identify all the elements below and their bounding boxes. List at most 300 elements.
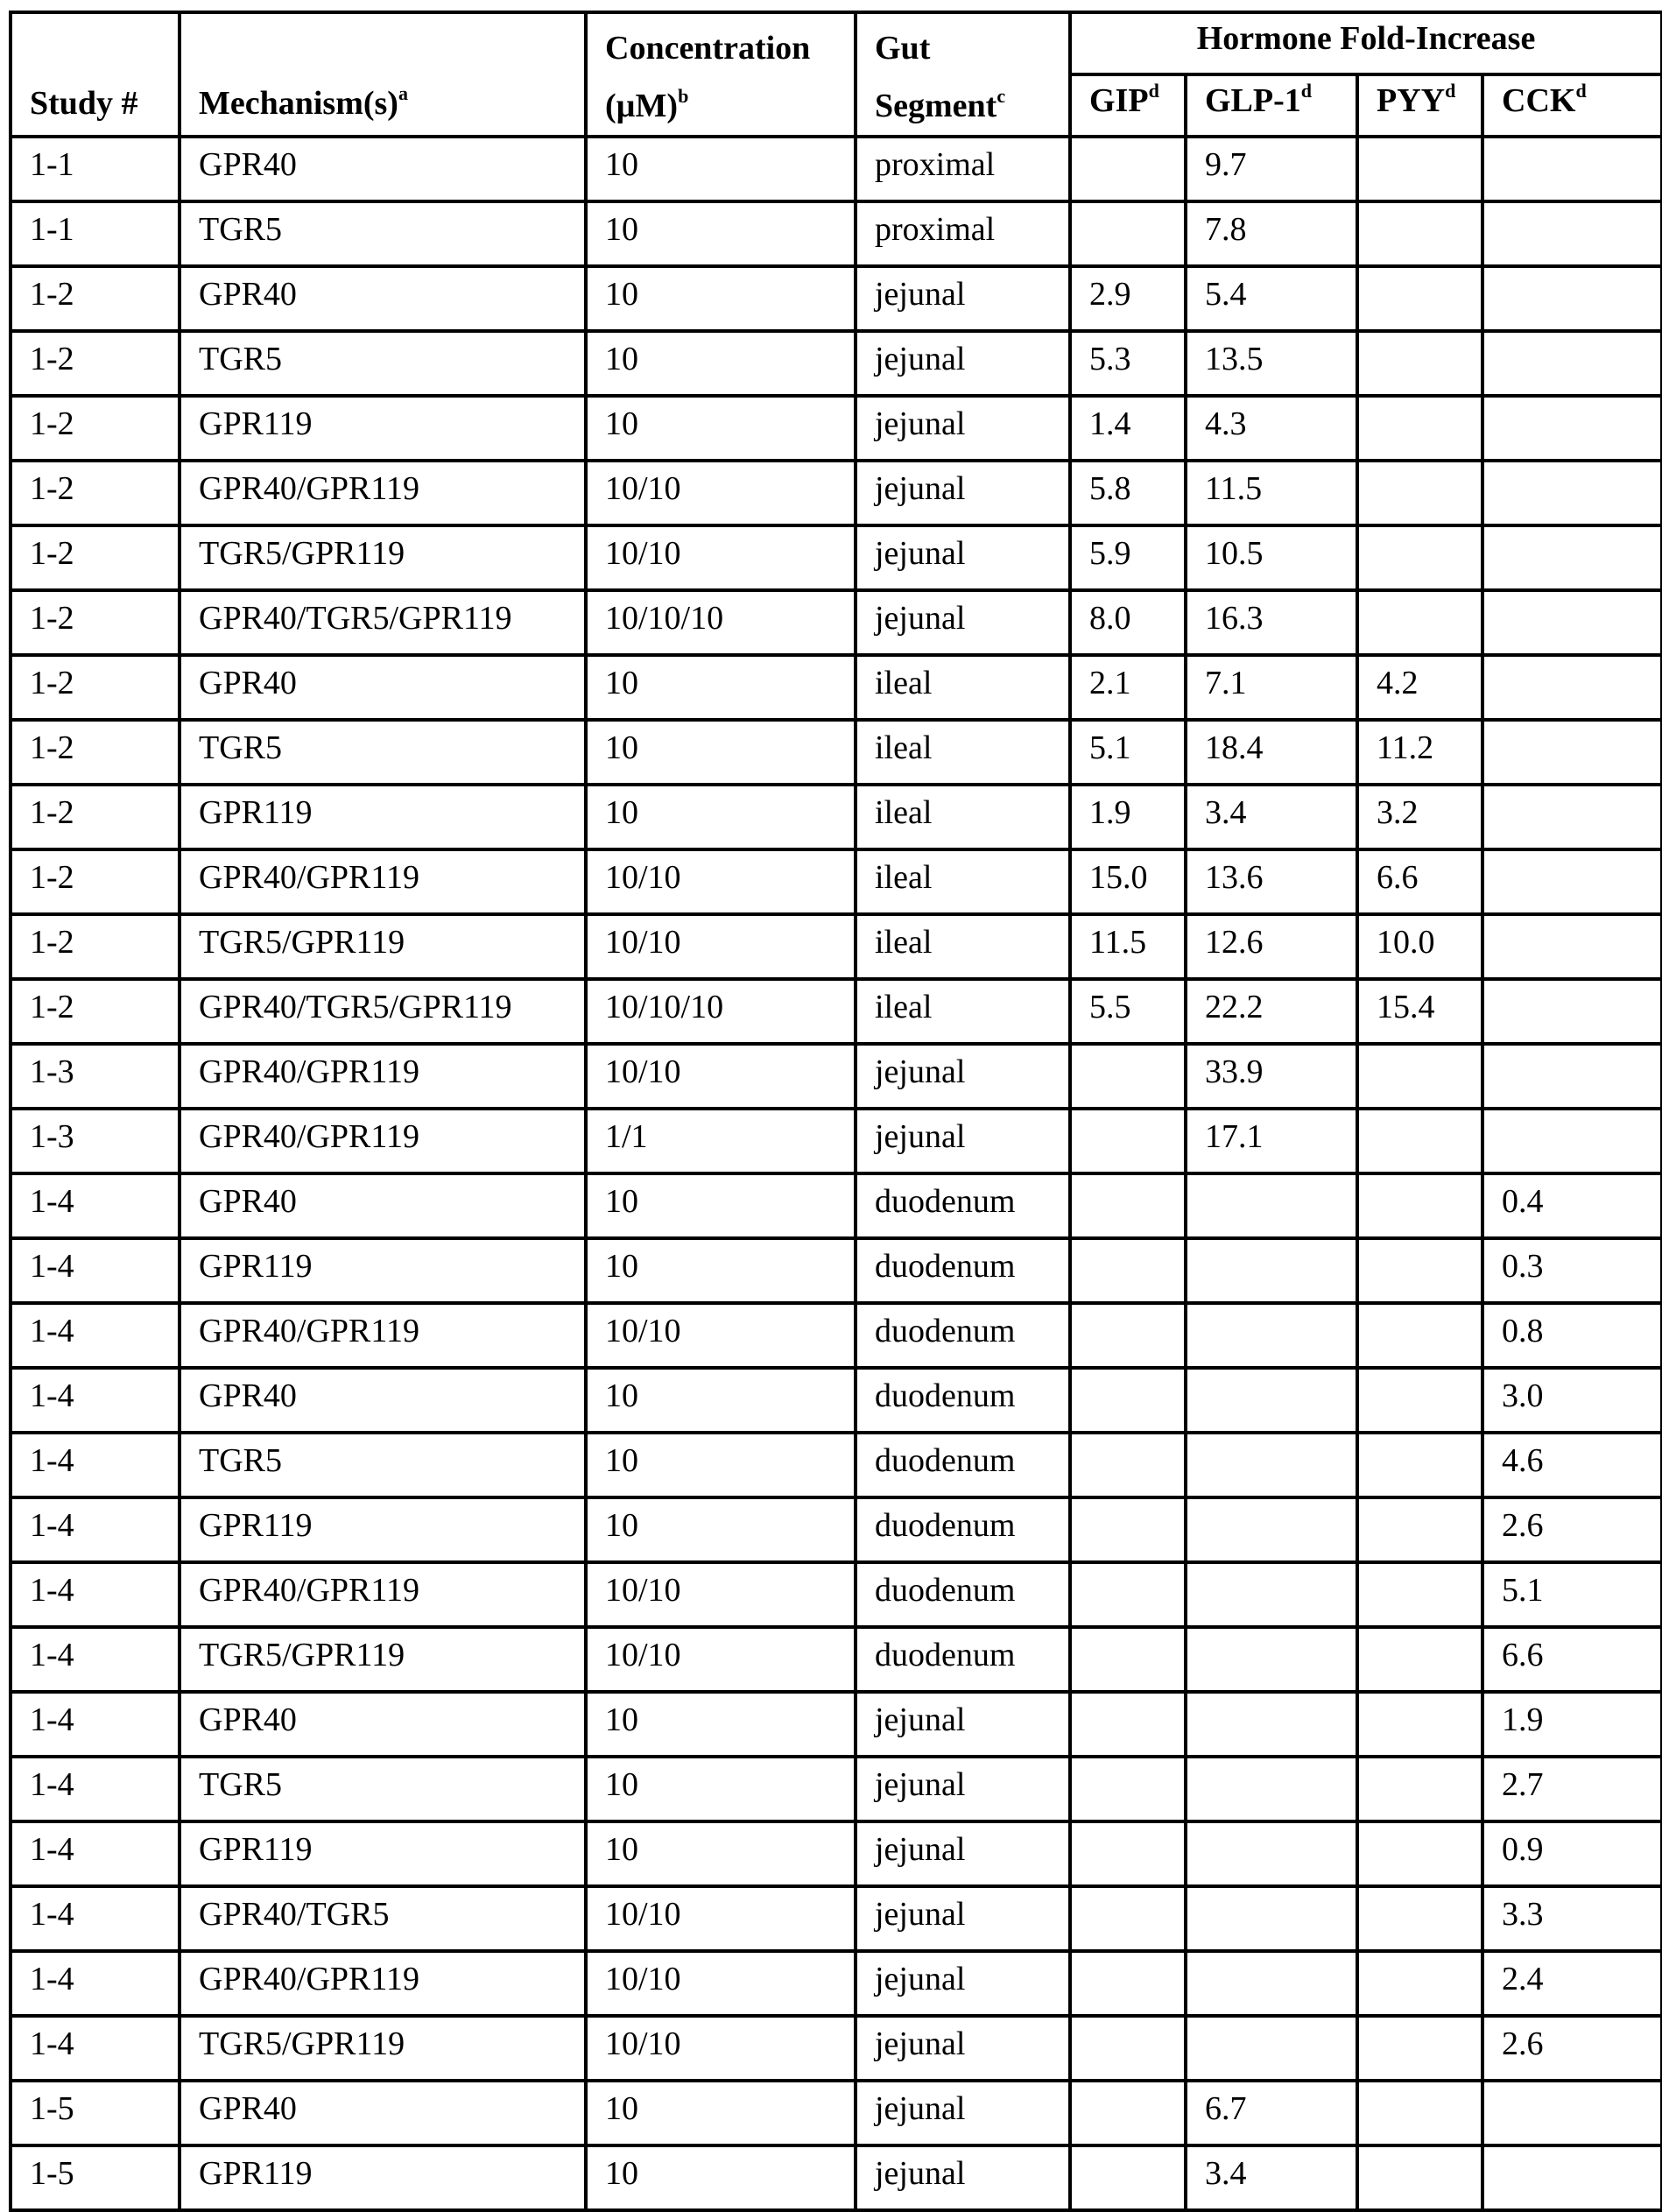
- cell-glp1: [1186, 1692, 1357, 1757]
- cell-mechanism: GPR40: [180, 137, 586, 201]
- table-row: [11, 590, 1662, 655]
- cell-gip: [1070, 1433, 1186, 1497]
- cell-gut-segment: jejunal: [856, 461, 1070, 525]
- cell-study: 1-2: [11, 849, 180, 914]
- cell-study: 1-2: [11, 785, 180, 849]
- cell-pyy: [1357, 461, 1482, 525]
- cell-concentration: 10: [586, 266, 856, 331]
- header-gip: GIP$^d$: [1070, 74, 1186, 137]
- cell-pyy: 11.2: [1357, 720, 1482, 785]
- cell-concentration: 10: [586, 720, 856, 785]
- cell-cck: [1482, 525, 1662, 590]
- cell-concentration: 10/10: [586, 914, 856, 979]
- cell-study: 1-2: [11, 720, 180, 785]
- cell-study: 1-2: [11, 396, 180, 461]
- cell-mechanism: GPR40/GPR119: [180, 461, 586, 525]
- header-mechanism: $Mechanism(s)^a$: [180, 12, 586, 137]
- cell-gut-segment: duodenum: [856, 1238, 1070, 1303]
- cell-mechanism: TGR5: [180, 331, 586, 396]
- cell-glp1: 13.6: [1186, 849, 1357, 914]
- cell-study: 1-2: [11, 461, 180, 525]
- table-row: [11, 1433, 1662, 1497]
- cell-mechanism: TGR5: [180, 201, 586, 266]
- cell-glp1: 10.5: [1186, 525, 1357, 590]
- cell-glp1: [1186, 1951, 1357, 2016]
- cell-gut-segment: duodenum: [856, 1497, 1070, 1562]
- cell-pyy: [1357, 2016, 1482, 2081]
- header-glp1: GLP-1$^d$: [1186, 74, 1357, 137]
- table-row: [11, 266, 1662, 331]
- table-row: [11, 1562, 1662, 1627]
- cell-gut-segment: ileal: [856, 849, 1070, 914]
- cell-study: 1-3: [11, 1109, 180, 1173]
- cell-gip: 2.9: [1070, 266, 1186, 331]
- cell-pyy: [1357, 1627, 1482, 1692]
- cell-gip: 11.5: [1070, 914, 1186, 979]
- cell-mechanism: GPR40/GPR119: [180, 1109, 586, 1173]
- cell-mechanism: GPR40/GPR119: [180, 1562, 586, 1627]
- cell-concentration: 10: [586, 1173, 856, 1238]
- cell-gip: [1070, 2145, 1186, 2210]
- cell-gip: [1070, 1886, 1186, 1951]
- cell-gut-segment: jejunal: [856, 1886, 1070, 1951]
- cell-mechanism: GPR40/GPR119: [180, 1303, 586, 1368]
- cell-gip: 5.3: [1070, 331, 1186, 396]
- cell-concentration: 10/10/10: [586, 979, 856, 1044]
- cell-mechanism: GPR40: [180, 1368, 586, 1433]
- cell-mechanism: TGR5/GPR119: [180, 525, 586, 590]
- table-row: [11, 785, 1662, 849]
- header-cck: CCK$^d$: [1482, 74, 1662, 137]
- cell-gip: [1070, 1562, 1186, 1627]
- cell-mechanism: GPR40: [180, 1692, 586, 1757]
- footnote-marker: d: [1148, 80, 1159, 102]
- cell-cck: [1482, 331, 1662, 396]
- cell-mechanism: TGR5/GPR119: [180, 914, 586, 979]
- table-row: [11, 1821, 1662, 1886]
- table-row: [11, 1109, 1662, 1173]
- cell-concentration: 10/10: [586, 461, 856, 525]
- cell-gut-segment: jejunal: [856, 590, 1070, 655]
- cell-cck: [1482, 979, 1662, 1044]
- cell-concentration: 10: [586, 1821, 856, 1886]
- cell-pyy: 4.2: [1357, 655, 1482, 720]
- cell-gut-segment: proximal: [856, 137, 1070, 201]
- cell-pyy: [1357, 1433, 1482, 1497]
- cell-gip: [1070, 137, 1186, 201]
- cell-mechanism: GPR40/TGR5/GPR119: [180, 590, 586, 655]
- cell-gut-segment: jejunal: [856, 1951, 1070, 2016]
- header-study: Study #: [11, 12, 180, 137]
- cell-pyy: 10.0: [1357, 914, 1482, 979]
- cell-gip: [1070, 1692, 1186, 1757]
- cell-concentration: 10/10: [586, 849, 856, 914]
- cell-gut-segment: proximal: [856, 201, 1070, 266]
- cell-gut-segment: duodenum: [856, 1562, 1070, 1627]
- cell-mechanism: TGR5/GPR119: [180, 2016, 586, 2081]
- footnote-marker: c: [996, 85, 1006, 108]
- cell-study: 1-5: [11, 2145, 180, 2210]
- cell-gut-segment: ileal: [856, 720, 1070, 785]
- cell-study: 1-1: [11, 201, 180, 266]
- cell-gut-segment: ileal: [856, 914, 1070, 979]
- table-row: [11, 1044, 1662, 1109]
- cell-mechanism: GPR40/TGR5/GPR119: [180, 979, 586, 1044]
- cell-concentration: 10: [586, 1497, 856, 1562]
- cell-study: 1-4: [11, 1757, 180, 1821]
- cell-glp1: [1186, 1562, 1357, 1627]
- cell-mechanism: GPR119: [180, 1821, 586, 1886]
- cell-mechanism: GPR119: [180, 1238, 586, 1303]
- cell-gip: 2.1: [1070, 655, 1186, 720]
- cell-glp1: [1186, 1238, 1357, 1303]
- cell-cck: 2.6: [1482, 2016, 1662, 2081]
- footnote-marker: a: [398, 82, 408, 105]
- cell-study: 1-2: [11, 655, 180, 720]
- cell-concentration: 10: [586, 1757, 856, 1821]
- cell-concentration: 10: [586, 2145, 856, 2210]
- cell-cck: [1482, 461, 1662, 525]
- cell-study: 1-3: [11, 1044, 180, 1109]
- cell-pyy: [1357, 137, 1482, 201]
- table-header: [11, 12, 1662, 137]
- cell-gut-segment: jejunal: [856, 2016, 1070, 2081]
- cell-study: 1-4: [11, 1951, 180, 2016]
- cell-pyy: [1357, 1109, 1482, 1173]
- cell-concentration: 10: [586, 1433, 856, 1497]
- cell-gip: [1070, 201, 1186, 266]
- table-row: [11, 1238, 1662, 1303]
- footnote-marker: d: [1300, 80, 1313, 102]
- cell-gut-segment: jejunal: [856, 2081, 1070, 2145]
- table-row: [11, 1951, 1662, 2016]
- cell-concentration: 10: [586, 1368, 856, 1433]
- table-row: [11, 1692, 1662, 1757]
- cell-pyy: [1357, 331, 1482, 396]
- cell-study: 1-2: [11, 914, 180, 979]
- table-row: [11, 461, 1662, 525]
- cell-gip: 1.4: [1070, 396, 1186, 461]
- cell-study: 1-4: [11, 1433, 180, 1497]
- cell-concentration: 10: [586, 331, 856, 396]
- cell-gut-segment: jejunal: [856, 1044, 1070, 1109]
- table-body: [11, 137, 1662, 2210]
- cell-pyy: [1357, 1692, 1482, 1757]
- table-row: [11, 914, 1662, 979]
- cell-mechanism: TGR5/GPR119: [180, 1627, 586, 1692]
- cell-pyy: 15.4: [1357, 979, 1482, 1044]
- cell-study: 1-4: [11, 1692, 180, 1757]
- cell-pyy: [1357, 590, 1482, 655]
- cell-mechanism: GPR40/GPR119: [180, 849, 586, 914]
- table-row: [11, 849, 1662, 914]
- table-row: [11, 1497, 1662, 1562]
- table-row: [11, 331, 1662, 396]
- cell-study: 1-4: [11, 1821, 180, 1886]
- cell-pyy: [1357, 2081, 1482, 2145]
- cell-cck: [1482, 655, 1662, 720]
- cell-gut-segment: jejunal: [856, 525, 1070, 590]
- cell-glp1: 6.7: [1186, 2081, 1357, 2145]
- table-row: [11, 2081, 1662, 2145]
- table-row: [11, 525, 1662, 590]
- cell-glp1: 7.8: [1186, 201, 1357, 266]
- cell-glp1: 12.6: [1186, 914, 1357, 979]
- header-concentration: Concentration $(\mu M)^b$: [586, 12, 856, 137]
- cell-gut-segment: duodenum: [856, 1173, 1070, 1238]
- cell-cck: [1482, 720, 1662, 785]
- cell-study: 1-4: [11, 2016, 180, 2081]
- table-row: [11, 655, 1662, 720]
- cell-study: 1-4: [11, 1238, 180, 1303]
- cell-gip: 5.8: [1070, 461, 1186, 525]
- cell-study: 1-4: [11, 1173, 180, 1238]
- cell-glp1: [1186, 1757, 1357, 1821]
- cell-study: 1-4: [11, 1497, 180, 1562]
- table-row: [11, 979, 1662, 1044]
- cell-concentration: 10/10/10: [586, 590, 856, 655]
- table-row: [11, 2145, 1662, 2210]
- cell-pyy: 3.2: [1357, 785, 1482, 849]
- cell-glp1: [1186, 1886, 1357, 1951]
- cell-cck: [1482, 2081, 1662, 2145]
- cell-cck: 3.3: [1482, 1886, 1662, 1951]
- cell-study: 1-5: [11, 2081, 180, 2145]
- cell-concentration: 10/10: [586, 1303, 856, 1368]
- cell-mechanism: GPR119: [180, 396, 586, 461]
- header-pyy: PYY$^d$: [1357, 74, 1482, 137]
- cell-cck: 0.3: [1482, 1238, 1662, 1303]
- cell-gut-segment: jejunal: [856, 331, 1070, 396]
- cell-glp1: 18.4: [1186, 720, 1357, 785]
- cell-pyy: [1357, 1303, 1482, 1368]
- cell-gip: [1070, 1497, 1186, 1562]
- cell-glp1: 3.4: [1186, 785, 1357, 849]
- cell-pyy: [1357, 1368, 1482, 1433]
- cell-gut-segment: duodenum: [856, 1303, 1070, 1368]
- cell-cck: [1482, 266, 1662, 331]
- cell-gip: 5.1: [1070, 720, 1186, 785]
- cell-gip: 1.9: [1070, 785, 1186, 849]
- cell-gut-segment: jejunal: [856, 2145, 1070, 2210]
- cell-cck: 2.4: [1482, 1951, 1662, 2016]
- cell-cck: [1482, 914, 1662, 979]
- cell-pyy: [1357, 525, 1482, 590]
- cell-gut-segment: ileal: [856, 785, 1070, 849]
- cell-gip: [1070, 1238, 1186, 1303]
- cell-mechanism: GPR40: [180, 1173, 586, 1238]
- cell-cck: [1482, 849, 1662, 914]
- hormone-fold-increase-table: [9, 11, 1662, 2212]
- cell-concentration: 10: [586, 1692, 856, 1757]
- cell-mechanism: GPR119: [180, 2145, 586, 2210]
- cell-concentration: 10/10: [586, 525, 856, 590]
- cell-glp1: 5.4: [1186, 266, 1357, 331]
- cell-pyy: [1357, 1238, 1482, 1303]
- cell-glp1: 22.2: [1186, 979, 1357, 1044]
- cell-gip: [1070, 2081, 1186, 2145]
- cell-cck: 3.0: [1482, 1368, 1662, 1433]
- cell-cck: 0.8: [1482, 1303, 1662, 1368]
- table-row: [11, 1886, 1662, 1951]
- cell-gut-segment: jejunal: [856, 1692, 1070, 1757]
- cell-concentration: 10/10: [586, 2016, 856, 2081]
- cell-mechanism: GPR40/GPR119: [180, 1951, 586, 2016]
- cell-pyy: [1357, 1757, 1482, 1821]
- cell-cck: 2.6: [1482, 1497, 1662, 1562]
- cell-gip: [1070, 1757, 1186, 1821]
- cell-cck: [1482, 201, 1662, 266]
- cell-cck: 0.4: [1482, 1173, 1662, 1238]
- cell-pyy: [1357, 396, 1482, 461]
- footnote-marker: d: [1575, 80, 1587, 102]
- cell-glp1: 17.1: [1186, 1109, 1357, 1173]
- cell-mechanism: TGR5: [180, 1757, 586, 1821]
- cell-mechanism: GPR119: [180, 1497, 586, 1562]
- footnote-marker: b: [678, 85, 689, 108]
- cell-gut-segment: ileal: [856, 655, 1070, 720]
- cell-gip: [1070, 1368, 1186, 1433]
- cell-gip: 5.9: [1070, 525, 1186, 590]
- cell-mechanism: TGR5: [180, 720, 586, 785]
- cell-pyy: [1357, 1173, 1482, 1238]
- table-row: [11, 137, 1662, 201]
- cell-glp1: 7.1: [1186, 655, 1357, 720]
- cell-mechanism: GPR40: [180, 2081, 586, 2145]
- cell-concentration: 10/10: [586, 1627, 856, 1692]
- cell-glp1: [1186, 2016, 1357, 2081]
- cell-mechanism: GPR119: [180, 785, 586, 849]
- cell-concentration: 10: [586, 655, 856, 720]
- cell-mechanism: GPR40/GPR119: [180, 1044, 586, 1109]
- cell-cck: [1482, 785, 1662, 849]
- cell-gip: [1070, 1951, 1186, 2016]
- cell-gut-segment: duodenum: [856, 1433, 1070, 1497]
- cell-concentration: 10/10: [586, 1562, 856, 1627]
- footnote-marker: d: [1445, 80, 1456, 102]
- table-row: [11, 201, 1662, 266]
- cell-cck: [1482, 2145, 1662, 2210]
- cell-cck: [1482, 137, 1662, 201]
- cell-gip: 5.5: [1070, 979, 1186, 1044]
- table-row: [11, 1303, 1662, 1368]
- cell-gip: [1070, 1044, 1186, 1109]
- cell-gip: [1070, 1303, 1186, 1368]
- cell-glp1: 33.9: [1186, 1044, 1357, 1109]
- cell-pyy: [1357, 1562, 1482, 1627]
- cell-study: 1-2: [11, 525, 180, 590]
- table-row: [11, 1757, 1662, 1821]
- cell-mechanism: GPR40: [180, 266, 586, 331]
- cell-concentration: 10: [586, 201, 856, 266]
- cell-cck: 4.6: [1482, 1433, 1662, 1497]
- cell-concentration: 10: [586, 1238, 856, 1303]
- cell-cck: 1.9: [1482, 1692, 1662, 1757]
- cell-glp1: [1186, 1433, 1357, 1497]
- cell-pyy: 6.6: [1357, 849, 1482, 914]
- header-hormone-group: Hormone Fold-Increase: [1070, 12, 1662, 74]
- cell-gut-segment: jejunal: [856, 1757, 1070, 1821]
- table-row: [11, 1627, 1662, 1692]
- table-row: [11, 1173, 1662, 1238]
- cell-gut-segment: jejunal: [856, 1821, 1070, 1886]
- cell-pyy: [1357, 201, 1482, 266]
- cell-cck: [1482, 590, 1662, 655]
- cell-glp1: 9.7: [1186, 137, 1357, 201]
- cell-study: 1-4: [11, 1886, 180, 1951]
- cell-glp1: [1186, 1497, 1357, 1562]
- cell-concentration: 10: [586, 137, 856, 201]
- cell-gut-segment: jejunal: [856, 266, 1070, 331]
- cell-concentration: 10: [586, 785, 856, 849]
- table-row: [11, 1368, 1662, 1433]
- cell-cck: [1482, 396, 1662, 461]
- cell-study: 1-2: [11, 331, 180, 396]
- cell-pyy: [1357, 1497, 1482, 1562]
- cell-pyy: [1357, 1886, 1482, 1951]
- cell-pyy: [1357, 1821, 1482, 1886]
- cell-study: 1-4: [11, 1627, 180, 1692]
- cell-cck: 5.1: [1482, 1562, 1662, 1627]
- cell-glp1: 13.5: [1186, 331, 1357, 396]
- cell-gip: [1070, 1627, 1186, 1692]
- cell-cck: [1482, 1109, 1662, 1173]
- cell-study: 1-2: [11, 979, 180, 1044]
- cell-gut-segment: duodenum: [856, 1368, 1070, 1433]
- cell-gip: [1070, 1109, 1186, 1173]
- cell-gut-segment: duodenum: [856, 1627, 1070, 1692]
- cell-mechanism: GPR40/TGR5: [180, 1886, 586, 1951]
- cell-concentration: 10/10: [586, 1951, 856, 2016]
- cell-study: 1-1: [11, 137, 180, 201]
- cell-glp1: 11.5: [1186, 461, 1357, 525]
- cell-glp1: [1186, 1173, 1357, 1238]
- cell-cck: 0.9: [1482, 1821, 1662, 1886]
- cell-concentration: 1/1: [586, 1109, 856, 1173]
- cell-concentration: 10: [586, 396, 856, 461]
- cell-gut-segment: jejunal: [856, 396, 1070, 461]
- cell-glp1: [1186, 1368, 1357, 1433]
- cell-gip: [1070, 1821, 1186, 1886]
- cell-glp1: 16.3: [1186, 590, 1357, 655]
- cell-study: 1-4: [11, 1368, 180, 1433]
- cell-glp1: [1186, 1303, 1357, 1368]
- cell-glp1: [1186, 1821, 1357, 1886]
- cell-pyy: [1357, 2145, 1482, 2210]
- cell-concentration: 10/10: [586, 1886, 856, 1951]
- cell-gip: [1070, 2016, 1186, 2081]
- cell-concentration: 10/10: [586, 1044, 856, 1109]
- cell-pyy: [1357, 1044, 1482, 1109]
- table-row: [11, 720, 1662, 785]
- cell-mechanism: TGR5: [180, 1433, 586, 1497]
- cell-gut-segment: ileal: [856, 979, 1070, 1044]
- cell-gip: [1070, 1173, 1186, 1238]
- cell-concentration: 10: [586, 2081, 856, 2145]
- cell-gip: 15.0: [1070, 849, 1186, 914]
- cell-glp1: 4.3: [1186, 396, 1357, 461]
- cell-study: 1-2: [11, 266, 180, 331]
- table-row: [11, 396, 1662, 461]
- cell-study: 1-2: [11, 590, 180, 655]
- table-row: [11, 2016, 1662, 2081]
- cell-gip: 8.0: [1070, 590, 1186, 655]
- cell-glp1: [1186, 1627, 1357, 1692]
- cell-mechanism: GPR40: [180, 655, 586, 720]
- header-gut-segment: Gut Segment$^c$: [856, 12, 1070, 137]
- cell-cck: 2.7: [1482, 1757, 1662, 1821]
- cell-pyy: [1357, 266, 1482, 331]
